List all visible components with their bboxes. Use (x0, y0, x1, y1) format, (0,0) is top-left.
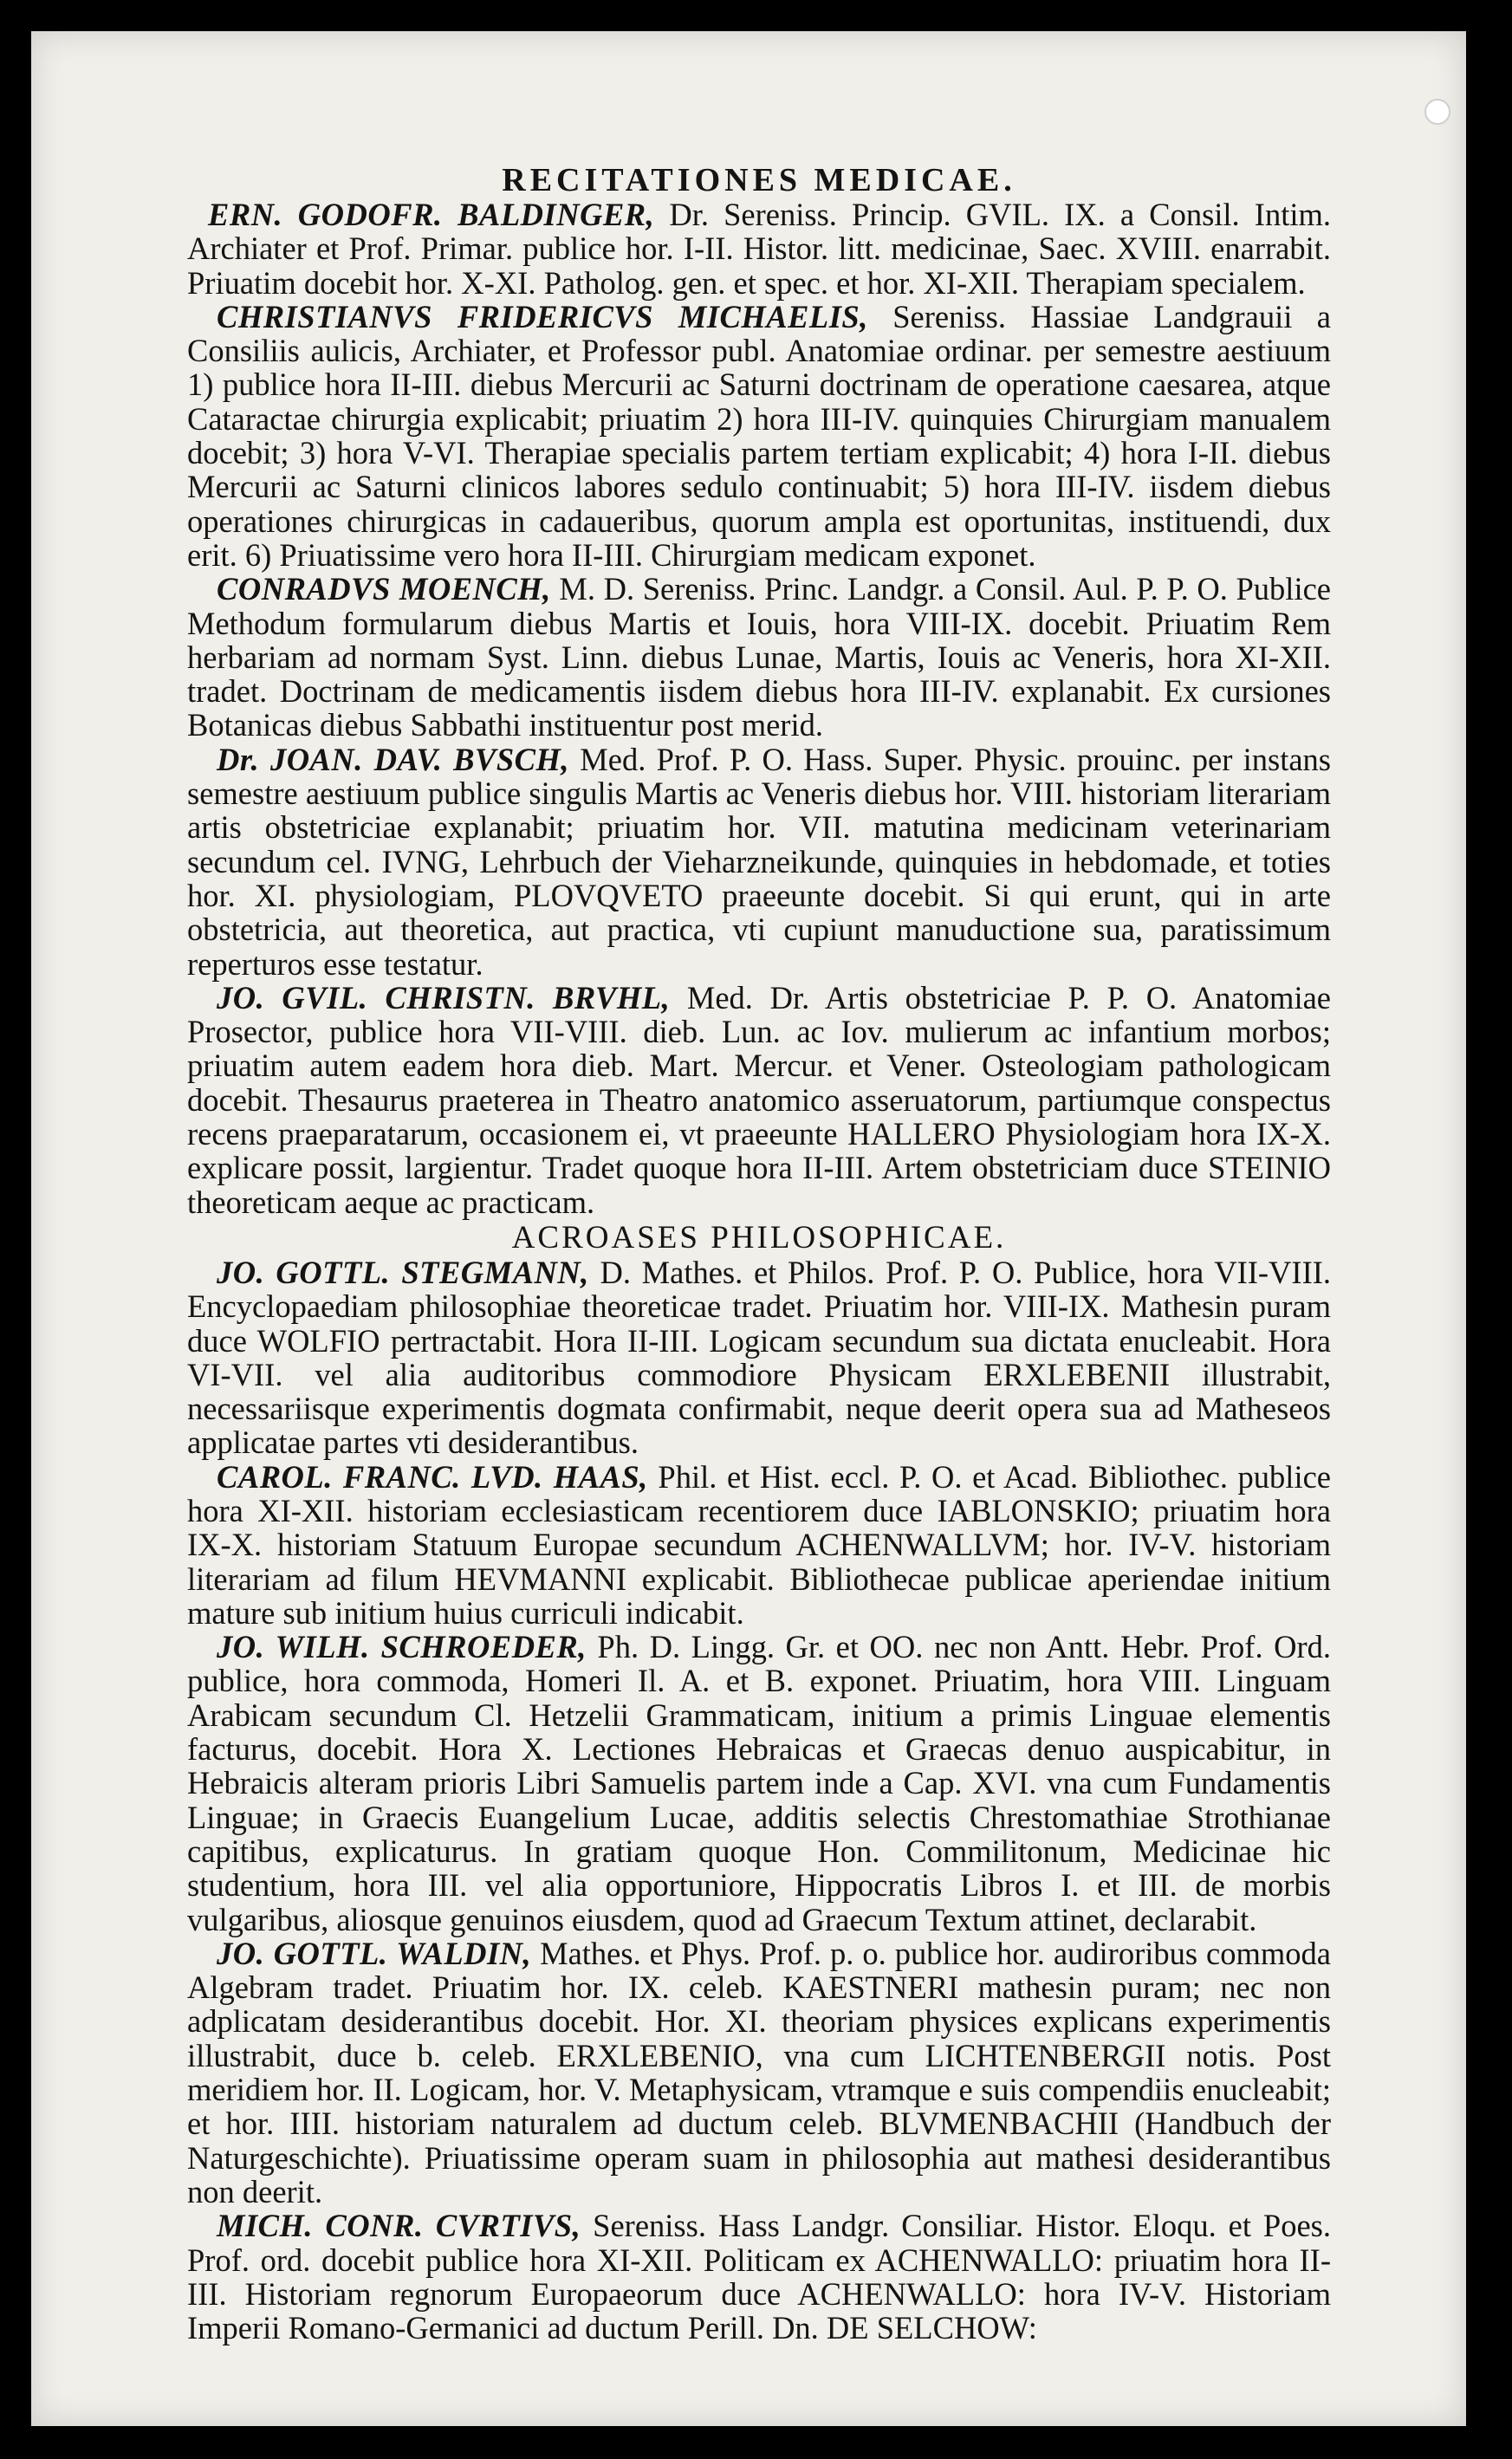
entry-text: Sereniss. Hassiae Landgrauii a Consiliis aulicis, Archiater, et Professor publ. Anatomiae ordinar. per semestre aestiuum 1) publice hora II-III. diebus Mercurii ac Saturni doctrinam de operatione caesarea, atque Cataractae chirurgia explicabit; priuatim 2) hora III-IV. quinquies Chirurgiam manualem docebit; 3) hora V-VI. Therapiae specialis partem tertiam explicabit; 4) hora I-II. diebus Mercurii ac Saturni clinicos labores sedulo continuabit; 5) hora III-IV. iisdem diebus operationes chirurgicas in cadaueribus, quorum ampla est oportunitas, instituendi, dux erit. 6) Priuatissime vero hora II-III. Chirurgiam medicam exponet. (187, 298, 1331, 573)
entry-name: JO. GVIL. CHRISTN. BRVHL, (217, 979, 671, 1015)
entry-text: Med. Prof. P. O. Hass. Super. Physic. prouinc. per instans semestre aestiuum publice singulis Martis ac Veneris diebus hor. VIII. historiam literariam artis obstetriciae explanabit; priuatim hor. VII. matutina medicinam veterinariam secundum cel. IVNG, Lehrbuch der Vieharzneikunde, quinquies in hebdomade, et toties hor. XI. physiologiam, PLOVQVETO praeeunte docebit. Si qui erunt, qui in arte obstetricia, aut theoretica, aut practica, vti cupiunt manuductione sua, paratissimum reperturos esse testatur. (187, 741, 1331, 982)
entry-busch (187, 743, 1331, 981)
entry-text: Sereniss. Hass Landgr. Consiliar. Histor. Eloqu. et Poes. Prof. ord. docebit publice hora XI-XII. Politicam ex ACHENWALLO: priuatim hora II-III. Historiam regnorum Europaeorum duce ACHENWALLO: hora IV-V. Historiam Imperii Romano-Germanici ad ductum Perill. Dn. DE SELCHOW: (187, 2208, 1332, 2346)
entry-text: Ph. D. Lingg. Gr. et OO. nec non Antt. Hebr. Prof. Ord. publice, hora commoda, Homeri Il. A. et B. exponet. Priuatim, hora VIII. Linguam Arabicam secundum Cl. Hetzelii Grammaticam, initium a primis Linguae elementis facturus, docebit. Hora X. Lectiones Hebraicas et Graecas denuo auspicabitur, in Hebraicis alteram prioris Libri Samuelis partem inde a Cap. XVI. vna cum Fundamentis Linguae; in Graecis Euangelium Lucae, additis selectis Chrestomathiae Strothianae capitibus, explicaturus. In gratiam quoque Hon. Commilitonum, Medicinae hic studentium, hora III. vel alia opportuniore, Hippocratis Libros I. et III. de morbis vulgaribus, aliosque genuinos eiusdem, quod ad Graecum Textum attinet, declarabit. (187, 1629, 1331, 1937)
heading-acroases-philosophicae: ACROASES PHILOSOPHICAE. (511, 1219, 1007, 1255)
entry-moench (187, 572, 1331, 742)
entry-name: Dr. JOAN. DAV. BVSCH, (217, 741, 570, 777)
document-page (31, 31, 1466, 2426)
entry-text: D. Mathes. et Philos. Prof. P. O. Publice, hora VII-VIII. Encyclopaediam philosophiae theoreticae tradet. Priuatim hor. VIII-IX. Mathesin puram duce WOLFIO pertractabit. Hora II-III. Logicam secundum sua dictata enucleabit. Hora VI-VII. vel alia auditoribus commodiore Physicam ERXLEBENII illustrabit, necessariisque experimentis dogmata confirmabit, neque deerit opera sua ad Matheseos applicatae partes vti desiderantibus. (187, 1254, 1331, 1461)
entry-bruhl (187, 981, 1331, 1219)
entry-text: M. D. Sereniss. Princ. Landgr. a Consil. Aul. P. P. O. Publice Methodum formularum diebus Martis et Iouis, hora VIII-IX. docebit. Priuatim Rem herbariam ad normam Syst. Linn. diebus Lunae, Martis, Iouis ac Veneris, hora XI-XII. tradet. Doctrinam de medicamentis iisdem diebus hora III-IV. explanabit. Ex cursiones Botanicas diebus Sabbathi instituentur post merid. (187, 571, 1331, 743)
entry-text: Phil. et Hist. eccl. P. O. et Acad. Bibliothec. publice hora XI-XII. historiam ecclesiasticam recentiorem duce IABLONSKIO; priuatim hora IX-X. historiam Statuum Europae secundum ACHENWALLVM; hor. IV-V. historiam literariam ad filum HEVMANNI explicabit. Bibliothecae publicae aperiendae initium mature sub initium huius curriculi indicabit. (187, 1458, 1331, 1631)
entry-name: CHRISTIANVS FRIDERICVS MICHAELIS, (217, 298, 868, 334)
entry-michaelis (187, 300, 1331, 572)
entry-name: MICH. CONR. CVRTIVS, (217, 2208, 581, 2244)
page-corner-mark (1424, 99, 1450, 125)
entry-name: CAROL. FRANC. LVD. HAAS, (217, 1458, 648, 1495)
entry-text: Dr. Sereniss. Princip. GVIL. IX. a Consil. Intim. Archiater et Prof. Primar. publice hor. I-II. Histor. litt. medicinae, Saec. XVIII. enarrabit. Priuatim docebit hor. X-XI. Patholog. gen. et spec. et hor. XI-XII. Therapiam specialem. (187, 197, 1331, 301)
entry-text: Med. Dr. Artis obstetriciae P. P. O. Anatomiae Prosector, publice hora VII-VIII. dieb. Lun. ac Iov. mulierum ac infantium morbos; priuatim autem eadem hora dieb. Mart. Mercur. et Vener. Osteologiam pathologicam docebit. Thesaurus praeterea in Theatro anatomico asseruatorum, partiumque conspectus recens praeparatarum, occasionem ei, vt praeeunte HALLERO Physiologiam hora IX-X. explicare possit, largientur. Tradet quoque hora II-III. Artem obstetriciam duce STEINIO theoreticam aeque ac practicam. (187, 979, 1331, 1220)
entry-name: JO. WILH. SCHROEDER, (217, 1629, 587, 1665)
entry-text: Mathes. et Phys. Prof. p. o. publice hor. audiroribus commoda Algebram tradet. Priuatim hor. IX. celeb. KAESTNERI mathesin puram; nec non adplicatam desiderantibus docebit. Hor. XI. theoriam physices explicans experimentis illustrabit, duce b. celeb. ERXLEBENIO, vna cum LICHTENBERGII notis. Post meridiem hor. II. Logicam, hor. V. Metaphysicam, vtramque e suis compendiis enucleabit; et hor. IIII. historiam naturalem ad ductum celeb. BLVMENBACHII (Handbuch der Naturgeschichte). Priuatissime operam suam in philosophia aut mathesi desiderantibus non deerit. (187, 1935, 1331, 2209)
entry-haas (187, 1460, 1331, 1630)
entry-waldin (187, 1937, 1331, 2209)
entry-name: JO. GOTTL. STEGMANN, (217, 1254, 589, 1290)
entry-stegmann (187, 1255, 1331, 1460)
entry-baldinger (187, 198, 1331, 300)
entry-name: CONRADVS MOENCH, (217, 571, 551, 607)
entry-name: ERN. GODOFR. BALDINGER, (208, 197, 655, 232)
entry-schroeder (187, 1630, 1331, 1937)
entry-curtius (187, 2209, 1331, 2345)
entry-name: JO. GOTTL. WALDIN, (217, 1935, 532, 1971)
heading-recitationes-medicae: RECITATIONES MEDICAE. (502, 162, 1016, 198)
document-body (187, 161, 1331, 2345)
